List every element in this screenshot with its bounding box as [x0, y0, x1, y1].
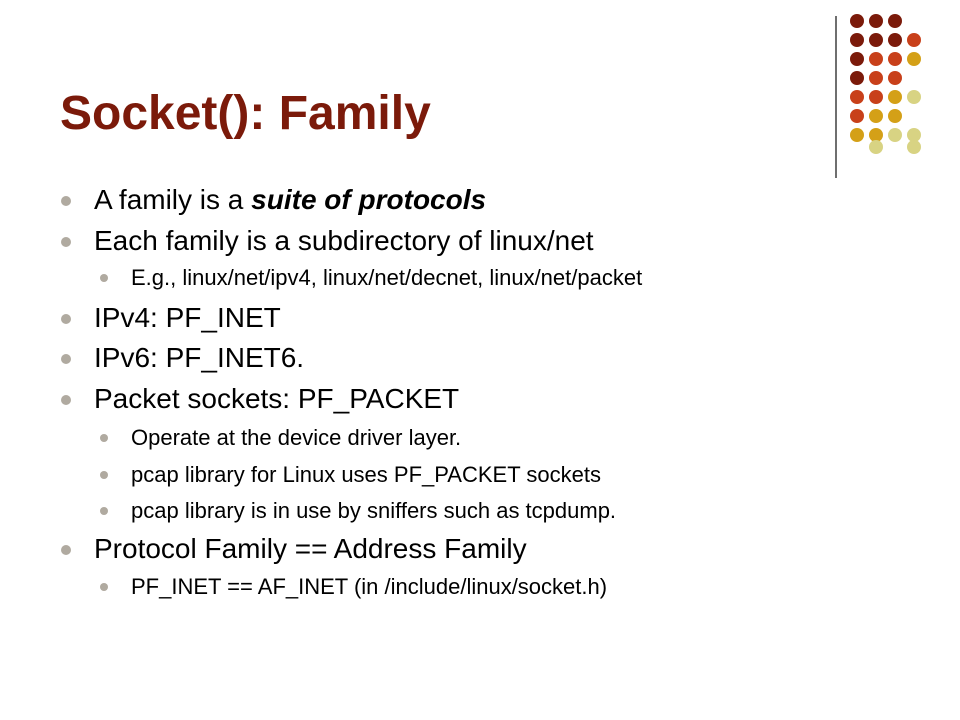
bullet-marker-icon: [61, 395, 71, 405]
slide-title: Socket(): Family: [60, 87, 431, 140]
sub-bullet-item: [131, 497, 616, 525]
sub-bullet-marker-icon: [100, 274, 108, 282]
sub-bullet-marker-icon: [100, 583, 108, 591]
bullet-item: [94, 224, 594, 258]
bullet-item: [94, 382, 459, 416]
sub-bullet-text: E.g., linux/net/ipv4, linux/net/decnet, linux/net/packet: [131, 265, 643, 290]
bullet-text: Packet sockets: PF_PACKET: [94, 383, 460, 414]
bullet-text: IPv6: PF_INET6.: [94, 342, 305, 373]
sub-bullet-item: [131, 264, 642, 292]
bullet-text: A family is a: [94, 184, 252, 215]
bullet-text: IPv4: PF_INET: [94, 302, 281, 333]
bullet-item: [94, 341, 304, 375]
sub-bullet-item: [131, 573, 607, 601]
bullet-marker-icon: [61, 237, 71, 247]
bullet-text: Each family is a subdirectory of linux/net: [94, 225, 594, 256]
bullet-item: [94, 183, 486, 217]
sub-bullet-item: [131, 424, 461, 452]
bullet-marker-icon: [61, 314, 71, 324]
sub-bullet-item: [131, 461, 601, 489]
bullet-emphasis: suite of protocols: [251, 184, 487, 215]
bullet-item: [94, 532, 527, 566]
sub-bullet-text: Operate at the device driver layer.: [131, 425, 462, 450]
bullet-marker-icon: [61, 196, 71, 206]
bullet-marker-icon: [61, 354, 71, 364]
sub-bullet-text: PF_INET == AF_INET (in /include/linux/socket.h): [131, 574, 608, 599]
bullet-item: [94, 301, 281, 335]
bullet-text: Protocol Family == Address Family: [94, 533, 527, 564]
sub-bullet-text: pcap library for Linux uses PF_PACKET sockets: [131, 462, 601, 487]
sub-bullet-marker-icon: [100, 434, 108, 442]
sub-bullet-marker-icon: [100, 471, 108, 479]
sub-bullet-text: pcap library is in use by sniffers such as tcpdump.: [131, 498, 617, 523]
sub-bullet-marker-icon: [100, 507, 108, 515]
bullet-marker-icon: [61, 545, 71, 555]
